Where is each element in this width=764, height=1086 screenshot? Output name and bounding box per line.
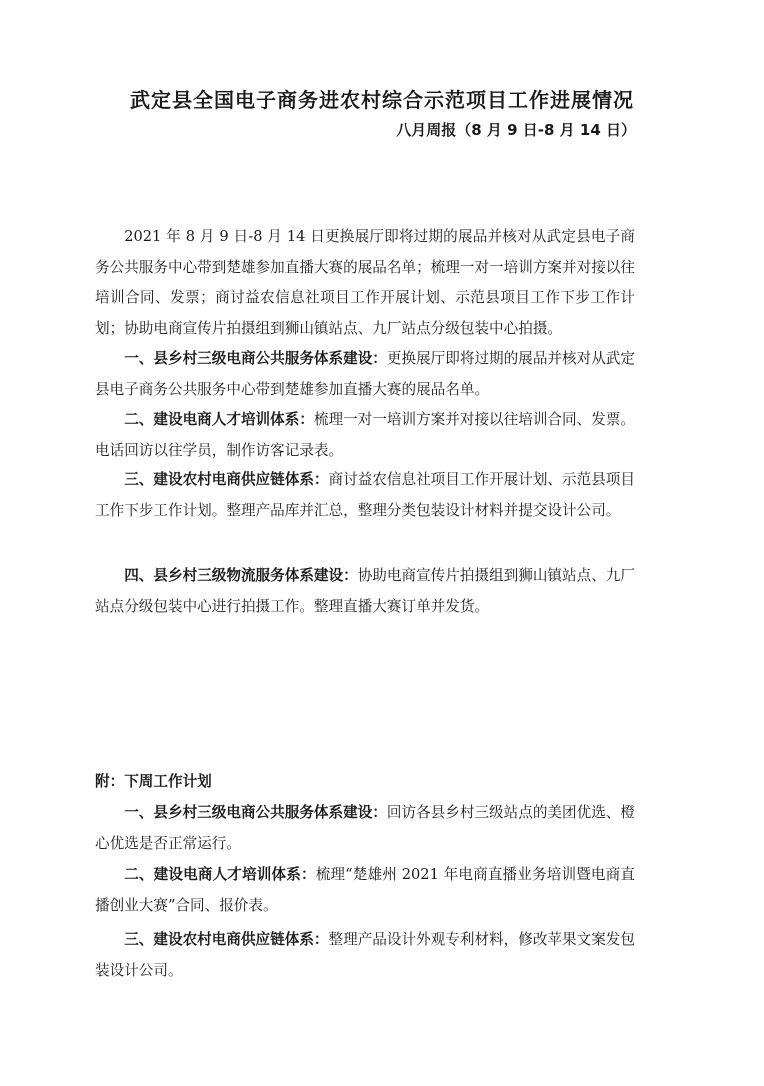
section-heading-4: 四、县乡村三级物流服务体系建设： [124,567,358,584]
section-text-1: 更换展厅即将过期的展品并核对从武定县电子商务公共服务中心带到楚雄参加直播大赛的展品名单。 [95,350,635,398]
section-heading-3: 三、建设农村电商供应链体系： [124,471,329,488]
section-heading-2: 二、建设电商人才培训体系： [124,411,314,428]
plan-heading-2: 二、建设电商人才培训体系： [124,866,316,883]
plan-heading-3: 三、建设农村电商供应链体系： [124,931,329,948]
section-text-2: 梳理一对一培训方案并对接以往培训合同、发票。电话回访以往学员，制作访客记录表。 [95,411,635,459]
section-text-4: 协助电商宣传片拍摄组到狮山镇站点、九厂站点分级包装中心进行拍摄工作。整理直播大赛订单并发货。 [95,567,635,615]
section-paragraph-1 [95,344,635,405]
plan-text-2: 梳理“楚雄州 2021 年电商直播业务培训暨电商直播创业大赛”合同、报价表。 [95,866,635,914]
section-paragraph-2 [95,405,635,466]
intro-paragraph: 2021 年 8 月 9 日-8 月 14 日更换展厅即将过期的展品并核对从武定县电子商务公共服务中心带到楚雄参加直播大赛的展品名单；梳理一对一培训方案并对接以往培训合同、发票；商讨益农信息社项目工作开展计划、示范县项目工作下步工作计划；协助电商宣传片拍摄组到狮山镇站点、九厂站点分级包装中心拍摄。 [95,228,635,337]
document-title: 武定县全国电子商务进农村综合示范项目工作进展情况 [130,88,634,112]
plan-text-3: 整理产品设计外观专利材料，修改苹果文案发包装设计公司。 [95,931,635,979]
section-text-3: 商讨益农信息社项目工作开展计划、示范县项目工作下步工作计划。整理产品库并汇总，整理分类包装设计材料并提交设计公司。 [95,471,635,519]
plan-heading-1: 一、县乡村三级电商公共服务体系建设： [124,804,387,821]
plan-paragraph-1 [95,798,635,859]
attachment-title: 附：下周工作计划 [95,773,212,790]
document-subtitle: 八月周报（8 月 9 日-8 月 14 日） [396,121,636,139]
plan-paragraph-2 [95,860,635,921]
section-heading-1: 一、县乡村三级电商公共服务体系建设： [124,350,387,367]
plan-paragraph-3 [95,925,635,986]
section-paragraph-4 [95,561,635,622]
plan-text-1: 回访各县乡村三级站点的美团优选、橙心优选是否正常运行。 [95,804,635,852]
section-paragraph-3 [95,465,635,526]
